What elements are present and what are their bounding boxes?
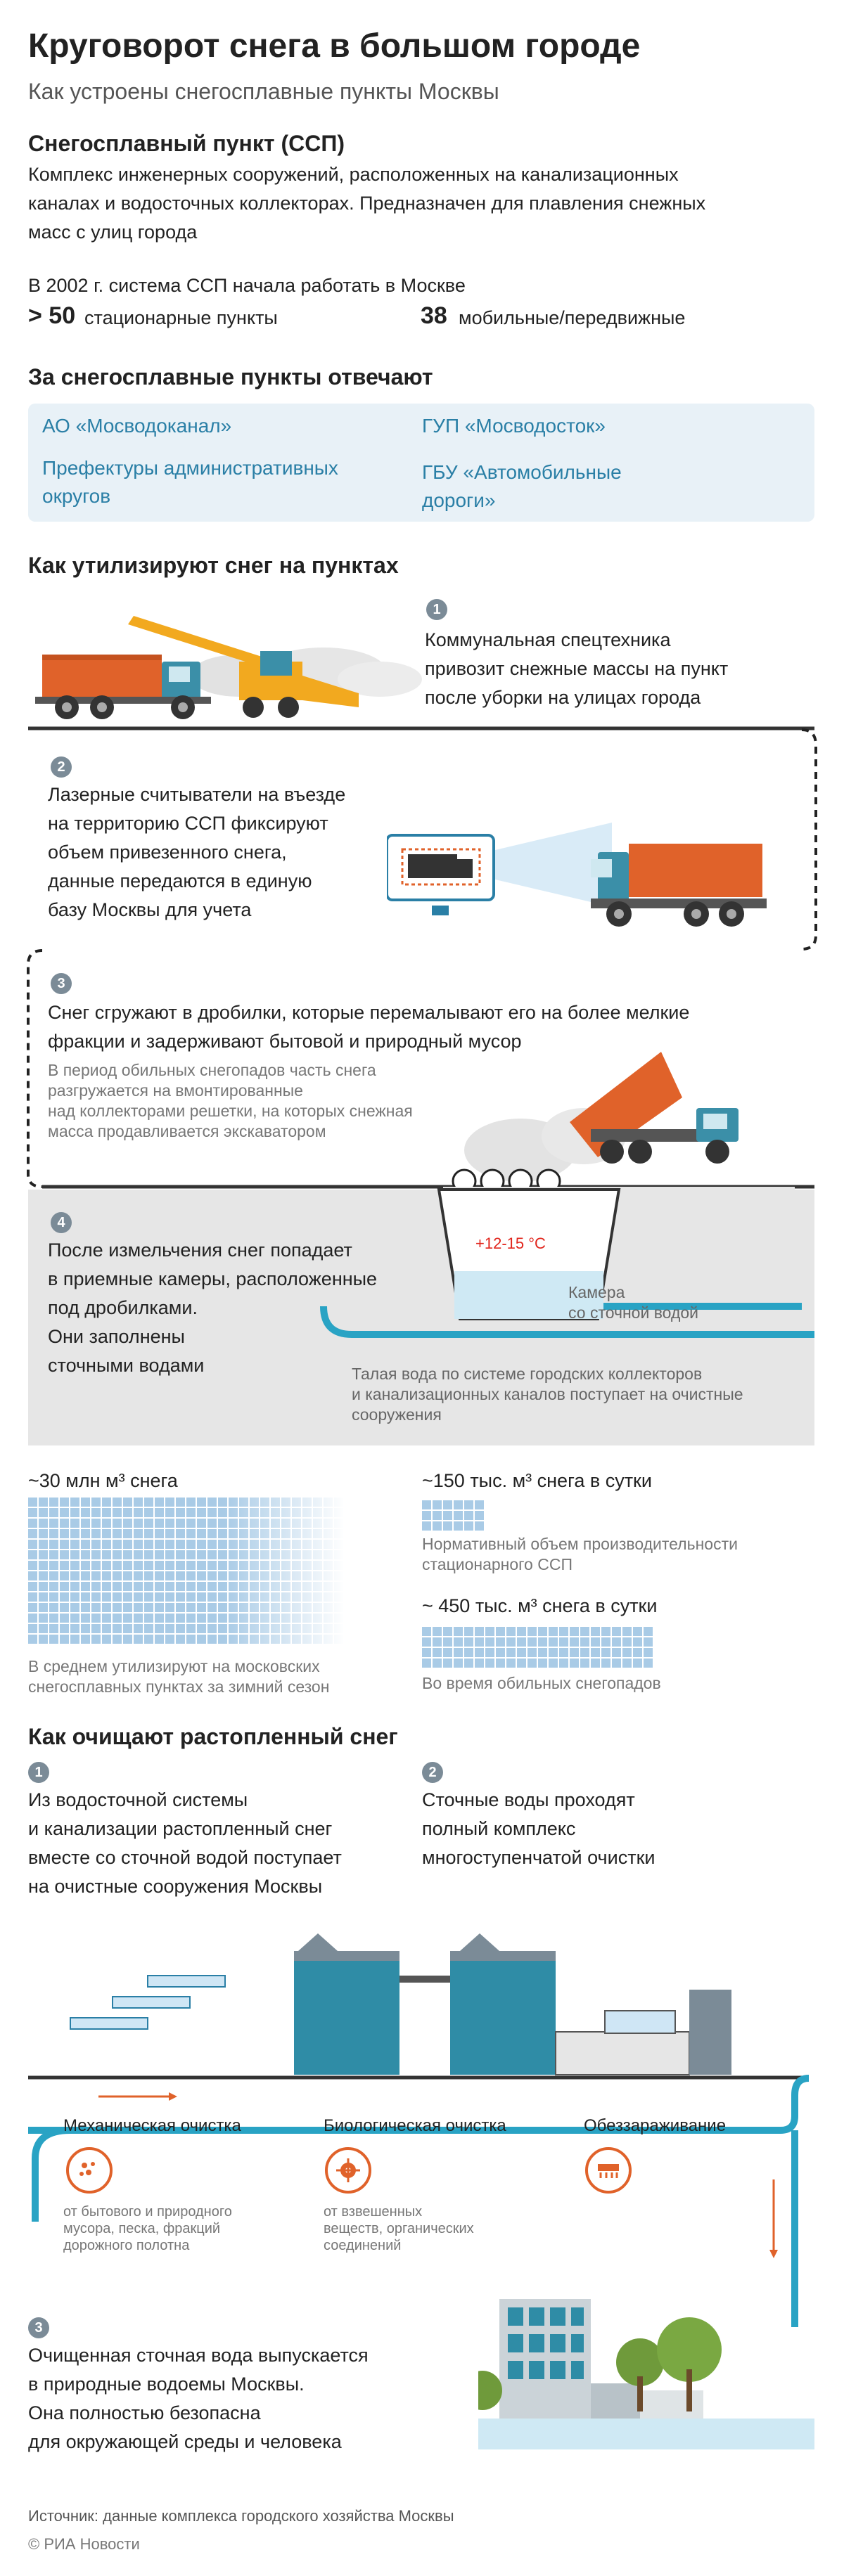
step1-line: Коммунальная спецтехника xyxy=(425,629,671,650)
ssp-description-line: Комплекс инженерных сооружений, расположенных на канализационных xyxy=(28,164,679,185)
cleaning-step3-line: Она полностью безопасна xyxy=(28,2402,261,2423)
volume-peak-grid xyxy=(422,1627,654,1669)
step2-line: на территорию ССП фиксируют xyxy=(48,813,328,834)
cleaning-title: Как очищают растопленный снег xyxy=(28,1724,398,1749)
step4-line: под дробилками. xyxy=(48,1297,198,1318)
laser-scanner-illustration xyxy=(387,816,781,949)
volume-season-note-line: В среднем утилизируют на московских xyxy=(28,1657,320,1675)
temperature-label: +12-15 °C xyxy=(475,1235,546,1252)
step1-line: после уборки на улицах города xyxy=(425,687,701,708)
cleaning-step2-line: Сточные воды проходят xyxy=(422,1789,635,1810)
ssp-description xyxy=(28,160,705,247)
cleaning-step1-line: и канализации растопленный снег xyxy=(28,1818,333,1839)
step1-line: привозит снежные массы на пункт xyxy=(425,658,729,679)
stage-note xyxy=(63,2203,232,2254)
volume-peak-label: ~ 450 тыс. м³ снега в сутки xyxy=(422,1595,658,1616)
stage-note xyxy=(324,2203,474,2254)
stat-stationary-value: > 50 xyxy=(28,302,76,329)
snowplow-truck-illustration xyxy=(28,595,422,728)
step-number: 1 xyxy=(426,599,447,620)
stat-mobile-value: 38 xyxy=(421,302,447,329)
volume-daily-label: ~150 тыс. м³ снега в сутки xyxy=(422,1470,652,1491)
disinfection-icon xyxy=(585,2147,632,2194)
step-number: 3 xyxy=(28,2317,49,2338)
ssp-description-line: каналах и водосточных коллекторах. Предназначен для плавления снежных xyxy=(28,193,706,214)
cleaning-step1-text xyxy=(28,1786,342,1901)
mechanical-cleaning-icon xyxy=(66,2147,113,2194)
step2-line: Лазерные считыватели на въезде xyxy=(48,784,346,805)
responsible-item: ГБУ «Автомобильные дороги» xyxy=(422,461,622,511)
source-note: Источник: данные комплекса городского хозяйства Москвы xyxy=(28,2507,454,2525)
cleaning-step2-text xyxy=(422,1786,655,1872)
chamber-label-line: со сточной водой xyxy=(568,1303,699,1322)
stage-title: Обеззараживание xyxy=(584,2116,727,2135)
stage-note-line: от взвешенных xyxy=(324,2204,423,2220)
step4-text xyxy=(48,1236,377,1380)
stage-note-line: от бытового и природного xyxy=(63,2204,232,2220)
ssp-description-line: масс с улиц города xyxy=(28,221,198,243)
step-number: 1 xyxy=(28,1762,49,1783)
page-subtitle: Как устроены снегосплавные пункты Москвы xyxy=(28,79,499,104)
utilize-title: Как утилизируют снег на пунктах xyxy=(28,553,399,578)
biological-cleaning-icon xyxy=(325,2147,371,2194)
volume-daily-note-line: Нормативный объем производительности xyxy=(422,1535,738,1553)
stage-note-line: мусора, песка, фракций xyxy=(63,2221,221,2236)
volume-season-label: ~30 млн м³ снега xyxy=(28,1470,178,1491)
stage-title: Биологическая очистка xyxy=(324,2116,506,2135)
step3-note-line: В период обильных снегопадов часть снега xyxy=(48,1061,376,1079)
ssp-since: В 2002 г. система ССП начала работать в Москве xyxy=(28,275,466,296)
ssp-title: Снегосплавный пункт (ССП) xyxy=(28,131,345,156)
volume-daily-note xyxy=(422,1534,738,1575)
cleaning-step2-line: полный комплекс xyxy=(422,1818,576,1839)
volume-grid-graphic xyxy=(28,1498,345,1645)
copyright: © РИА Новости xyxy=(28,2535,140,2553)
cleaning-step3-line: для окружающей среды и человека xyxy=(28,2431,342,2452)
step-number: 2 xyxy=(422,1762,443,1783)
responsible-item: АО «Мосводоканал» xyxy=(42,415,232,437)
stat-stationary-label: стационарные пункты xyxy=(84,307,278,328)
step2-line: объем привезенного снега, xyxy=(48,842,287,863)
cleaning-step3-line: в природные водоемы Москвы. xyxy=(28,2374,305,2395)
volume-daily-note-line: стационарного ССП xyxy=(422,1555,573,1573)
step3-note-line: над коллекторами решетки, на которых снежная xyxy=(48,1102,413,1120)
cleaning-step1-line: Из водосточной системы xyxy=(28,1789,248,1810)
responsible-item: ГУП «Мосводосток» xyxy=(422,415,606,437)
stage-note-line: соединений xyxy=(324,2238,402,2253)
cleaning-step3-text xyxy=(28,2341,369,2456)
chamber-label-line: Камера xyxy=(568,1283,625,1301)
volume-peak-note: Во время обильных снегопадов xyxy=(422,1674,661,1692)
volume-daily-grid xyxy=(422,1500,485,1531)
cleaning-step3-line: Очищенная сточная вода выпускается xyxy=(28,2345,369,2366)
page-title: Круговорот снега в большом городе xyxy=(28,27,641,65)
dump-truck-unloading-illustration xyxy=(436,1031,788,1194)
step4-line: сточными водами xyxy=(48,1355,205,1376)
chamber-label xyxy=(568,1282,698,1323)
stage-note-line: дорожного полотна xyxy=(63,2238,190,2253)
step3-note-line: разгружается на вмонтированные xyxy=(48,1081,303,1100)
step3-line: Снег сгружают в дробилки, которые перемалывают его на более мелкие xyxy=(48,1002,690,1023)
volume-season-note-line: снегосплавных пунктах за зимний сезон xyxy=(28,1677,330,1696)
stage-title: Механическая очистка xyxy=(63,2116,241,2135)
cleaning-step2-line: многоступенчатой очистки xyxy=(422,1847,656,1868)
stat-mobile-label: мобильные/передвижные xyxy=(459,307,686,328)
volume-season-grid xyxy=(28,1498,345,1645)
step4-line: После измельчения снег попадает xyxy=(48,1239,352,1261)
meltwater-note-line: сооружения xyxy=(352,1405,442,1424)
meltwater-note xyxy=(352,1364,743,1425)
step2-line: базу Москвы для учета xyxy=(48,899,252,920)
stage-note-line: веществ, органических xyxy=(324,2221,474,2236)
cleaning-step1-line: вместе со сточной водой поступает xyxy=(28,1847,342,1868)
step4-line: Они заполнены xyxy=(48,1326,185,1347)
meltwater-note-line: Талая вода по системе городских коллекторов xyxy=(352,1365,703,1383)
step1-text xyxy=(425,626,728,712)
volume-season-note xyxy=(28,1656,329,1697)
step2-line: данные передаются в единую xyxy=(48,870,312,891)
responsible-title: За снегосплавные пункты отвечают xyxy=(28,364,433,389)
step3-line: фракции и задерживают бытовой и природный мусор xyxy=(48,1031,522,1052)
city-river-illustration xyxy=(478,2285,814,2449)
step-number: 3 xyxy=(51,973,72,994)
cleaning-step1-line: на очистные сооружения Москвы xyxy=(28,1876,323,1897)
responsible-item: Префектуры административных округов xyxy=(42,457,338,507)
step2-text xyxy=(48,780,345,925)
step3-note xyxy=(48,1060,413,1142)
step-number: 4 xyxy=(51,1212,72,1233)
meltwater-note-line: и канализационных каналов поступает на очистные xyxy=(352,1385,743,1403)
step3-note-line: масса продавливается экскаватором xyxy=(48,1122,326,1140)
step4-line: в приемные камеры, расположенные xyxy=(48,1268,378,1289)
step-number: 2 xyxy=(51,756,72,778)
